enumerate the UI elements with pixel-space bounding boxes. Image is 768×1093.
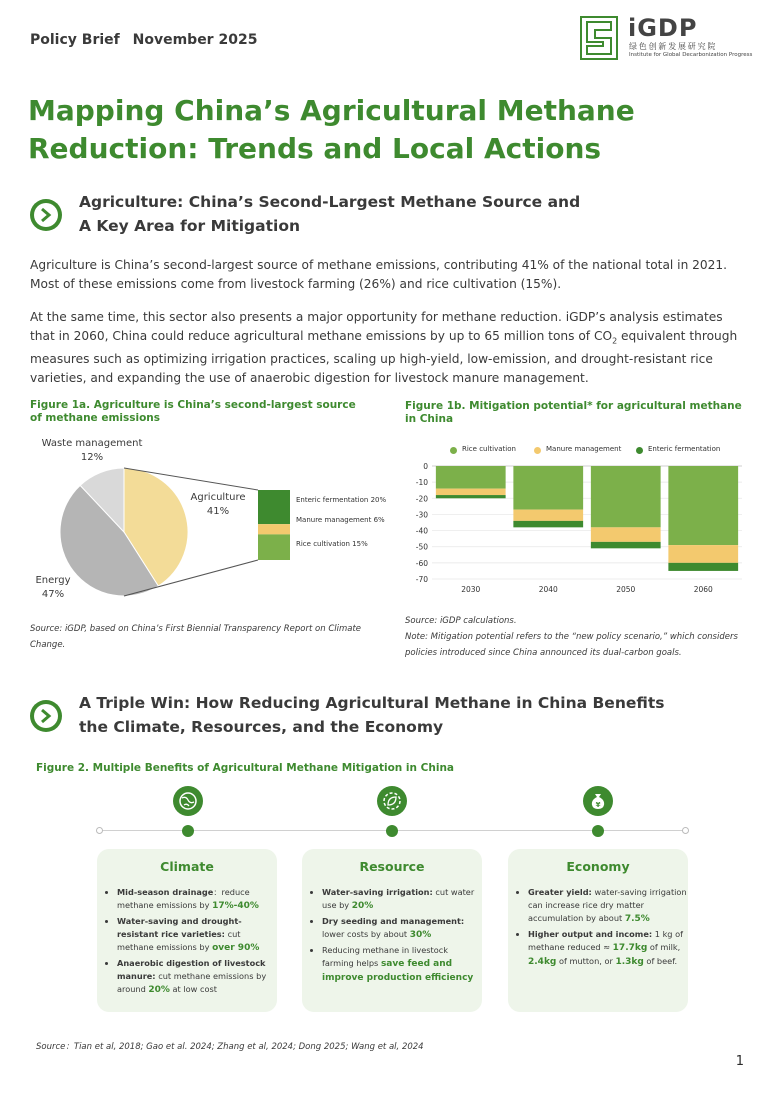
x-tick-label: 2050 [616, 585, 636, 594]
pie-label-waste-name: Waste management [41, 438, 143, 449]
x-tick-label: 2030 [461, 585, 481, 594]
list-item: • Greater yield: water-saving irrigation can increase rice dry matter accumulation by about 7.5% [528, 886, 688, 926]
legend-label-manure: Manure management [546, 445, 622, 453]
figure-1b-bar-chart [405, 458, 750, 598]
pie-label-agriculture [183, 491, 253, 519]
bar-2050-manure-management [591, 527, 661, 542]
list-item: • Anaerobic digestion of livestock manure: cut methane emissions by around 20% at low cost [117, 957, 277, 997]
section2-heading-line-1: A Triple Win: How Reducing Agricultural Methane in China Benefits [79, 694, 665, 712]
breakdown-segment-rice-cultivation [258, 534, 290, 560]
x-tick-label: 2060 [693, 585, 713, 594]
timeline-start-node [96, 827, 103, 834]
logo-name: iGDP [628, 14, 698, 42]
bar-2060-enteric-fermentation [668, 563, 738, 571]
list-item: • Water-saving irrigation: cut water use by 20% [322, 886, 482, 913]
globe-icon [173, 786, 203, 816]
igdp-logo-mark-icon [580, 16, 618, 60]
breakdown-label-rice: Rice cultivation 15% [296, 540, 368, 548]
pie-label-energy-name: Energy [35, 575, 71, 586]
brief-label: Policy Brief [30, 32, 120, 48]
figure-1b-note: Note: Mitigation potential refers to the “new policy scenario,” which considers policies introduced since China announced its dual-carbon goals. [405, 632, 738, 658]
bar-2060-manure-management [668, 545, 738, 563]
bar-2040-manure-management [513, 510, 583, 521]
leaf-cycle-icon [377, 786, 407, 816]
para2-part-a: At the same time, this sector also presents a major opportunity for methane reduction. iGDP’s analysis estimates that in 2060, China could reduce agricultural methane emissions by up to 65 million tons of CO [30, 310, 723, 343]
section2-heading [79, 691, 739, 739]
timeline-dot-economy [592, 825, 604, 837]
y-tick-label: 0 [423, 462, 428, 471]
y-tick-label: -60 [415, 558, 428, 568]
card-economy [508, 849, 688, 1012]
figure-1b-source: Source: iGDP calculations. [405, 616, 517, 626]
pie-label-waste-pct: 12% [80, 452, 104, 463]
card-climate-title: Climate [160, 859, 214, 874]
card-climate [97, 849, 277, 1012]
para2-part-b: equivalent through measures such as optimizing irrigation practices, scaling up high-yield, low-emission, and drought-resistant rice varieties, and expanding the use of anaerobic digestion for livestock manure management. [30, 328, 738, 385]
section1-heading-line-1: Agriculture: China’s Second-Largest Methane Source and [79, 193, 581, 211]
bar-2050-enteric-fermentation [591, 542, 661, 548]
card-resource-title: Resource [359, 859, 425, 874]
legend-swatch-rice [450, 447, 457, 454]
y-tick-label: -20 [415, 494, 428, 504]
section1-heading [79, 190, 719, 238]
y-tick-label: -40 [415, 526, 428, 536]
card-climate-list [117, 886, 277, 997]
logo-english-name: Institute for Global Decarbonization Progress [629, 52, 753, 58]
page-number: 1 [735, 1054, 744, 1069]
bar-2060-rice-cultivation [668, 466, 738, 545]
card-economy-list [528, 886, 688, 969]
bar-2040-rice-cultivation [513, 466, 583, 510]
pie-label-waste [36, 437, 148, 465]
logo-chinese-name: 绿色创新发展研究院 [629, 42, 718, 51]
bar-2030-manure-management [436, 489, 506, 495]
svg-text:¥: ¥ [595, 801, 601, 809]
breakdown-segment-enteric-fermentation [258, 490, 290, 524]
figure-1a-title: Figure 1a. Agriculture is China’s second-largest source of methane emissions [30, 399, 356, 424]
co2-subscript: 2 [612, 335, 618, 345]
money-bag-icon [583, 786, 613, 816]
pie-label-agriculture-name: Agriculture [190, 492, 246, 503]
timeline-dot-resource [386, 825, 398, 837]
y-tick-label: -70 [415, 575, 428, 584]
breakdown-segment-manure-management [258, 524, 290, 534]
x-tick-label: 2040 [538, 585, 558, 594]
bar-2040-enteric-fermentation [513, 521, 583, 527]
intro-paragraph-2 [30, 308, 746, 387]
title-line-2: Reduction: Trends and Local Actions [28, 132, 602, 165]
pie-label-energy-pct: 47% [41, 589, 65, 600]
chevron-right-icon [30, 700, 62, 732]
intro-paragraph-1: Agriculture is China’s second-largest source of methane emissions, contributing 41% of the national total in 2021. Most of these emissions come from livestock farming (26%) and rice cultivation (15%). [30, 258, 728, 291]
figure-1a-source: Source: iGDP, based on China’s First Biennial Transparency Report on Climate Change. [30, 624, 362, 650]
list-item: • Mid-season drainage：reduce methane emissions by 17%-40% [117, 886, 277, 913]
igdp-logo [580, 14, 753, 64]
legend-swatch-manure [534, 447, 541, 454]
pie-label-energy [28, 574, 78, 602]
title-line-1: Mapping China’s Agricultural Methane [28, 94, 635, 127]
breakdown-label-manure: Manure management 6% [296, 516, 385, 524]
bar-2050-rice-cultivation [591, 466, 661, 527]
card-resource-list [322, 886, 482, 985]
y-tick-label: -30 [415, 510, 428, 520]
bar-2030-enteric-fermentation [436, 495, 506, 498]
section1-heading-line-2: A Key Area for Mitigation [79, 217, 301, 235]
legend-swatch-enteric [636, 447, 643, 454]
y-tick-label: -10 [415, 478, 428, 488]
chevron-right-icon [30, 199, 62, 231]
breakdown-label-enteric: Enteric fermentation 20% [296, 496, 387, 504]
brief-date: November 2025 [132, 32, 258, 48]
legend-label-enteric: Enteric fermentation [648, 445, 721, 453]
pie-label-agriculture-pct: 41% [206, 506, 230, 517]
card-resource [302, 849, 482, 1012]
figure-1b-legend [450, 445, 750, 457]
figure-1b-title: Figure 1b. Mitigation potential* for agricultural methane in China [405, 400, 742, 425]
list-item: • Dry seeding and management: lower costs by about 30% [322, 915, 482, 942]
legend-label-rice: Rice cultivation [462, 445, 516, 453]
figure-2-title: Figure 2. Multiple Benefits of Agricultural Methane Mitigation in China [36, 762, 455, 774]
bar-2030-rice-cultivation [436, 466, 506, 489]
list-item: • Water-saving and drought-resistant rice varieties: cut methane emissions by over 90% [117, 915, 277, 955]
page-title [28, 92, 728, 168]
timeline-end-node [682, 827, 689, 834]
section2-heading-line-2: the Climate, Resources, and the Economy [79, 718, 444, 736]
brief-header [30, 32, 265, 48]
list-item: • Reducing methane in livestock farming helps save feed and improve production efficiency [322, 944, 482, 985]
timeline-dot-climate [182, 825, 194, 837]
card-economy-title: Economy [566, 859, 630, 874]
list-item: • Higher output and income: 1 kg of methane reduced ≈ 17.7kg of milk, 2.4kg of mutton, or 1.3kg of beef. [528, 928, 688, 969]
y-tick-label: -50 [415, 542, 428, 552]
figure-2-source: Source：Tian et al, 2018; Gao et al. 2024; Zhang et al, 2024; Dong 2025; Wang et al, 2024 [36, 1042, 424, 1052]
